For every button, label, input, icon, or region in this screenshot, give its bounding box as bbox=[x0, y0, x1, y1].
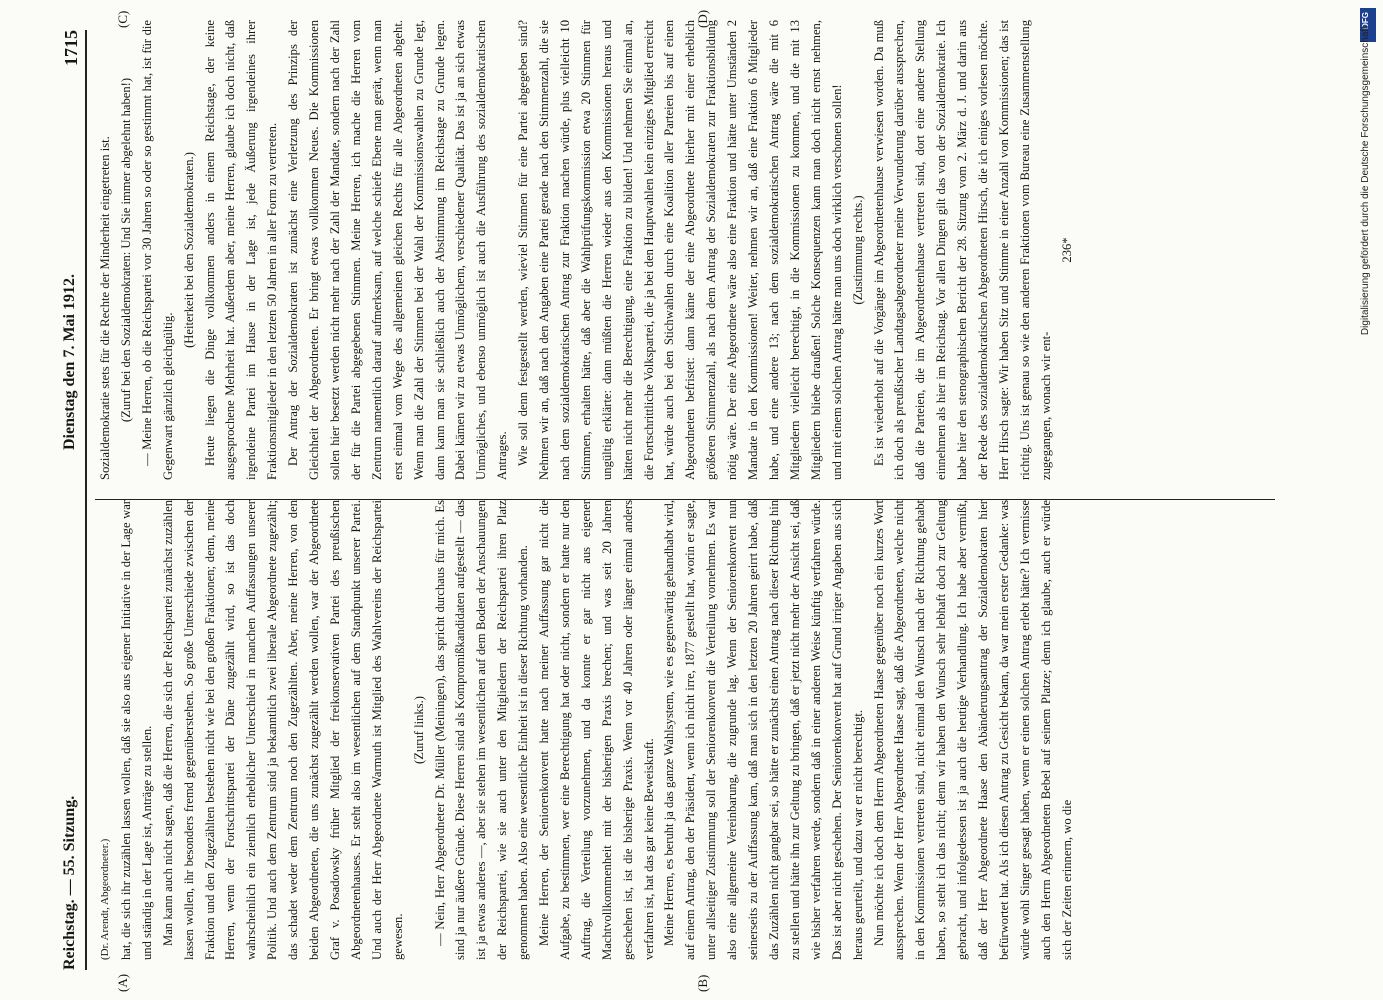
paragraph: Nun möchte ich doch dem Herrn Abgeordneten Haase gegenüber noch ein kurzes Wort aussprechen. Wenn der Herr Abgeordnete Haase sagt, daß die Abgeordneten, welche nicht in den Kommissionen vertreten sind, nicht einmal den Wunsch nach der Richtung gehabt haben, so steht ich das nicht; denn wir haben den Wunsch sehr lebhaft doch zur Geltung gebracht, und infolgedessen ist ja auch die heutige Verhandlung. Ich habe aber vermißt, daß der Herr Abgeordnete Haase den Abänderungsantrag der Sozialdemokraten hier befürwortet hat. Als ich diesen Antrag zu Gesicht bekam, da war mein erster Gedanke: was würde wohl Singer gesagt haben, wenn er einen solchen Antrag erlebt hätte? Ich vermisse auch den Herrn Abgeordneten Bebel auf seinem Platze; denn ich glaube, auch er würde sich der Zeiten erinnern, wo die bbox=[871, 500, 1074, 960]
margin-letter-b: (B) bbox=[695, 974, 710, 992]
page-number: 1715 bbox=[61, 30, 81, 66]
interjection: (Zuruf bei den Sozialdemokraten: Und Sie immer abgelehnt haben!) bbox=[118, 77, 133, 423]
page-header bbox=[55, 30, 89, 970]
paragraph: Es ist wiederholt auf die Vorgänge im Abgeordnetenhause verwiesen worden. Da muß ich doch als preußischer Landtagsabgeordneter meine Verwunderung darüber aussprechen, daß die Parteien, die im Abgeordnetenhause vertreten sind, dort eine andere Stellung einnehmen als hier im Reichstag. Vor allen Dingen gilt das von der Sozialdemokratie. Ich habe hier den stenographischen Bericht der 28. Sitzung vom 2. März d. J. und darin aus der Rede des sozialdemokratischen Abgeordneten Hirsch, die ich einiges vorlesen möchte. Herr Hirsch sagte: Wir haben Sitz und Stimme in einer Anzahl von Kommissionen; das ist richtig. Uns ist genau so wie den anderen Fraktionen vom Bureau eine Zusammenstellung zugegangen, wonach wir ent- bbox=[871, 20, 1053, 480]
credit-text: Digitalisierung gefördert durch die Deutsche Forschungsgemeinschaft bbox=[1360, 26, 1371, 336]
header-left: Reichstag. — 55. Sitzung. bbox=[61, 795, 78, 970]
margin-letter-c: (C) bbox=[115, 10, 130, 28]
speaker-note: (Dr. Arendt, Abgeordneter.) bbox=[99, 838, 111, 960]
interjection: (Heiterkeit bei den Sozialdemokraten.) bbox=[181, 152, 196, 348]
dfg-logo: DFG bbox=[1360, 8, 1376, 42]
interjection: (Zuruf links.) bbox=[411, 696, 426, 764]
column-divider bbox=[95, 499, 1275, 500]
paragraph: Meine Herren, es beruht ja das ganze Wahlsystem, wie es gegenwärtig gehandhabt wird, auf einem Antrag, den der Präsident, wenn ich nicht irre, 1877 gestellt hat, worin er sagte, unter allseitiger Zustimmung soll der Seniorenkonvent die Verteilung vornehmen. Es war also eine allgemeine Vereinbarung, die zugrunde lag. Wenn der Seniorenkonvent nun seinerseits zu der Auffassung kam, daß man sich in den letzten 20 Jahren geirrt habe, daß das Zuzählen nicht gangbar sei, so hätte er zunächst einen Antrag nach dieser Richtung hin zu stellen und hätte ihn zur Geltung zu bringen, daß er jetzt nicht mehr der Ansicht sei, daß wie bisher verfahren werde, sondern daß in einer anderen Weise künftig verfahren würde. Das ist aber nicht geschehen. Der Seniorenkonvent hat auf Grund irriger Angaben aus sich heraus geurteilt, und dazu war er nicht berechtigt. bbox=[662, 500, 865, 960]
paragraph: Heute liegen die Dinge vollkommen anders in einem Reichstage, der keine ausgesprochene Mehrheit hat. Außerdem aber, meine Herren, glaube ich doch nicht, daß irgendeine Partei im Hause in der Lage ist, jede Äußerung irgendeines ihrer Fraktionsmitglieder in den letzten 50 Jahren in aller Form zu vertreten. bbox=[202, 20, 280, 480]
paragraph: hat, die sich ihr zuzählen lassen wollen, daß sie also aus eigener Initiative in der Lage war und ständig in der Lage ist, Anträge zu stellen. bbox=[118, 500, 154, 960]
paragraph: Wie soll denn festgestellt werden, wieviel Stimmen für eine Partei abgegeben sind? Nehmen wir an, daß nach den Angaben eine Partei gerade nach den Stimmenzahl, die sie nach dem sozialdemokratischen Antrag zur Fraktion machen würde, plus vielleicht 10 Stimmen, erhalten hätte, daß aber die Wahlprüfungskommission etwa 20 Stimmen für ungültig erklärte: dann müßten die Herren wieder aus den Kommissionen heraus und hätten nicht mehr die Berechtigung, eine Fraktion zu bilden! Und nehmen Sie einmal an, die Fortschrittliche Volkspartei, die ja bei den Hauptwahlen kein einziges Mitglied erreicht hat, würde auch bei den Stichwahlen durch eine Koalition aller Parteien bis auf einen Abgeordneten befristet: dann käme der eine Abgeordnete hierher mit einer erheblich größeren Stimmenzahl, als nach dem Antrag der Sozialdemokraten zur Fraktionsbildung nötig wäre. Der eine Abgeordnete wäre also eine Fraktion und hätte unter Umständen 2 Mandate in den Kommissionen! Weiter, nehmen wir an, daß eine Fraktion 6 Mitglieder habe, und eine andere 13; nach dem sozialdemokratischen Antrag wäre die mit 6 Mitgliedern vielleicht berechtigt, in die Kommissionen zu kommen, und die mit 13 Mitgliedern bliebe draußen! Solche Konsequenzen kann man doch nicht ernst nehmen, und mit einem solchen Antrag hätte man uns doch wirklich verschonen sollen! bbox=[516, 20, 844, 480]
left-column bbox=[95, 500, 1275, 960]
signature-mark: 236* bbox=[1059, 237, 1074, 263]
right-column bbox=[95, 20, 1275, 480]
interjection: (Zustimmung rechts.) bbox=[850, 195, 865, 305]
rotated-newspaper-page bbox=[55, 0, 1295, 1000]
header-center: Dienstag den 7. Mai 1912. bbox=[61, 274, 78, 450]
header-rule bbox=[85, 30, 87, 970]
paragraph: Sozialdemokratie stets für die Rechte der Minderheit eingetreten ist. bbox=[98, 136, 112, 480]
margin-letter-d: (D) bbox=[695, 9, 710, 28]
digitization-credit bbox=[1360, 6, 1378, 996]
paragraph: Man kann auch nicht sagen, daß die Herren, die sich der Reichspartei zunächst zuzählen lassen wollen, ihr besonders fremd gegenüberstehen. So große Unterschiede zwischen der Fraktion und den Zugezählten bestehen nicht wie bei den großen Fraktionen; denn, meine Herren, wenn der Fortschrittspartei der Däne zugezählt wird, so ist das doch wahrscheinlich ein ziemlich erheblicher Unterschied in manchen Auffassungen unserer Politik. Und auch dem Zentrum sind ja bekanntlich zwei liberale Abgeordnete zugezählt; das schadet weder dem Zentrum noch den Zugezählten. Aber, meine Herren, von den beiden Abgeordneten, die uns zunächst zugezählt werden wollen, war der Abgeordnete Graf v. Posadowsky früher Mitglied der freikonservativen Partei des preußischen Abgeordnetenhauses. Er steht also im wesentlichen auf dem Standpunkt unserer Partei. Und auch der Herr Abgeordnete Warmuth ist Mitglied des Wahlvereins der Reichspartei gewesen. bbox=[160, 500, 405, 960]
margin-letter-a: (A) bbox=[115, 973, 130, 992]
paragraph: — Meine Herren, ob die Reichspartei vor 30 Jahren so oder so gestimmt hat, ist für die Gegenwart gänzlich gleichgültig. bbox=[139, 20, 175, 480]
paragraph: Der Antrag der Sozialdemokraten ist zunächst eine Verletzung des Prinzips der Gleichheit der Abgeordneten. Er bringt etwas vollkommen Neues. Die Kommissionen sollen hier besetzt werden nicht mehr nach der Zahl der Mandate, sondern nach der Zahl der für die Partei abgegebenen Stimmen. Meine Herren, ich mache die Herren vom Zentrum namentlich darauf aufmerksam, auf welche schiefe Ebene man gerät, wenn man erst einmal vom Wege des allgemeinen gleichen Rechts für alle Abgeordneten abgeht. Wenn man die Zahl der Stimmen bei der Wahl der Kommissionswahlen zu Grunde legt, dann kann man sie schließlich auch der Abstimmung im Reichstage zu Grunde legen. Dabei kämen wir zu etwas Unmöglichem, verschiedener Qualität. Das ist ja an sich etwas Unmögliches, und ebenso unmöglich ist auch die Ausführung des sozialdemokratischen Antrages. bbox=[286, 20, 510, 480]
paragraph: — Nein, Herr Abgeordneter Dr. Müller (Meiningen), das spricht durchaus für mich. Es sind ja nur äußere Gründe. Diese Herren sind als Kompromißkandidaten aufgestellt — das ist ja etwas anderes —, aber sie stehen im wesentlichen auf dem Boden der Anschauungen der Reichspartei, wie sie auch unter den Mitgliedern der Reichspartei ihren Platz genommen haben. Also eine wesentliche Einheit ist in dieser Richtung vorhanden. bbox=[432, 500, 531, 960]
paragraph: Meine Herren, der Seniorenkonvent hatte nach meiner Auffassung gar nicht die Aufgabe, zu bestimmen, wer eine Berechtigung hat oder nicht, sondern er hatte nur den Auftrag, die Verteilung vorzunehmen, und da konnte er gar nicht aus eigener Machtvollkommenheit mit der bisherigen Praxis brechen; und was seit 20 Jahren geschehen ist, ist die bisherige Praxis. Wenn vor 40 Jahren oder länger einmal anders verfahren ist, hat das gar keine Beweiskraft. bbox=[537, 500, 656, 960]
